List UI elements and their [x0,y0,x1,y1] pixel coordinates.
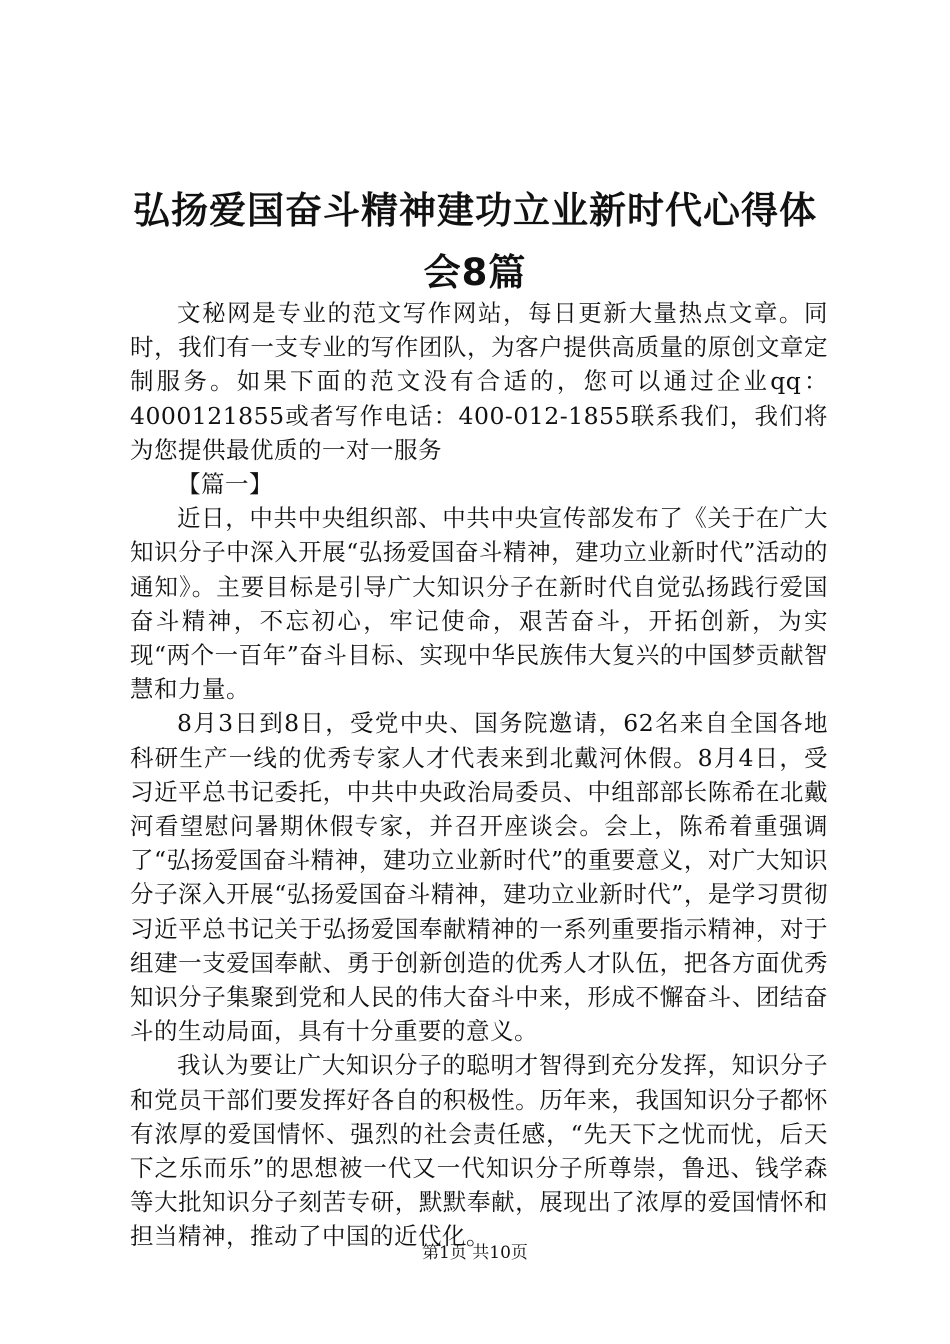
body-paragraph: 8月3日到8日，受党中央、国务院邀请，62名来自全国各地科研生产一线的优秀专家人才代表来到北戴河休假。8月4日，受习近平总书记委托，中共中央政治局委员、中组部部长陈希在北戴河看望慰问暑期休假专家，并召开座谈会。会上，陈希着重强调了“弘扬爱国奋斗精神，建功立业新时代”的重要意义，对广大知识分子深入开展“弘扬爱国奋斗精神，建功立业新时代”，是学习贯彻习近平总书记关于弘扬爱国奉献精神的一系列重要指示精神，对于组建一支爱国奉献、勇于创新创造的优秀人才队伍，把各方面优秀知识分子集聚到党和人民的伟大奋斗中来，形成不懈奋斗、团结奋斗的生动局面，具有十分重要的意义。 [130,709,828,1046]
page-number-footer: 第1页 共10页 [422,1243,528,1263]
document-body [130,296,828,1254]
body-paragraph: 近日，中共中央组织部、中共中央宣传部发布了《关于在广大知识分子中深入开展“弘扬爱国奋斗精神，建功立业新时代”活动的通知》。主要目标是引导广大知识分子在新时代自觉弘扬践行爱国奋斗精神，不忘初心，牢记使命，艰苦奋斗，开拓创新，为实现“两个一百年”奋斗目标、实现中华民族伟大复兴的中国梦贡献智慧和力量。 [130,504,828,704]
intro-paragraph: 文秘网是专业的范文写作网站，每日更新大量热点文章。同时，我们有一支专业的写作团队，为客户提供高质量的原创文章定制服务。如果下面的范文没有合适的，您可以通过企业qq：4000121855或者写作电话：400-012-1855联系我们，我们将为您提供最优质的一对一服务 [130,299,828,464]
body-paragraph: 我认为要让广大知识分子的聪明才智得到充分发挥，知识分子和党员干部们要发挥好各自的积极性。历年来，我国知识分子都怀有浓厚的爱国情怀、强烈的社会责任感，“先天下之忧而忧，后天下之乐而乐”的思想被一代又一代知识分子所尊崇，鲁迅、钱学森等大批知识分子刻苦专研，默默奉献，展现出了浓厚的爱国情怀和担当精神，推动了中国的近代化。 [130,1051,828,1251]
page-title: 弘扬爱国奋斗精神建功立业新时代心得体会8篇 [133,189,817,294]
section-heading: 【篇一】 [177,470,273,499]
